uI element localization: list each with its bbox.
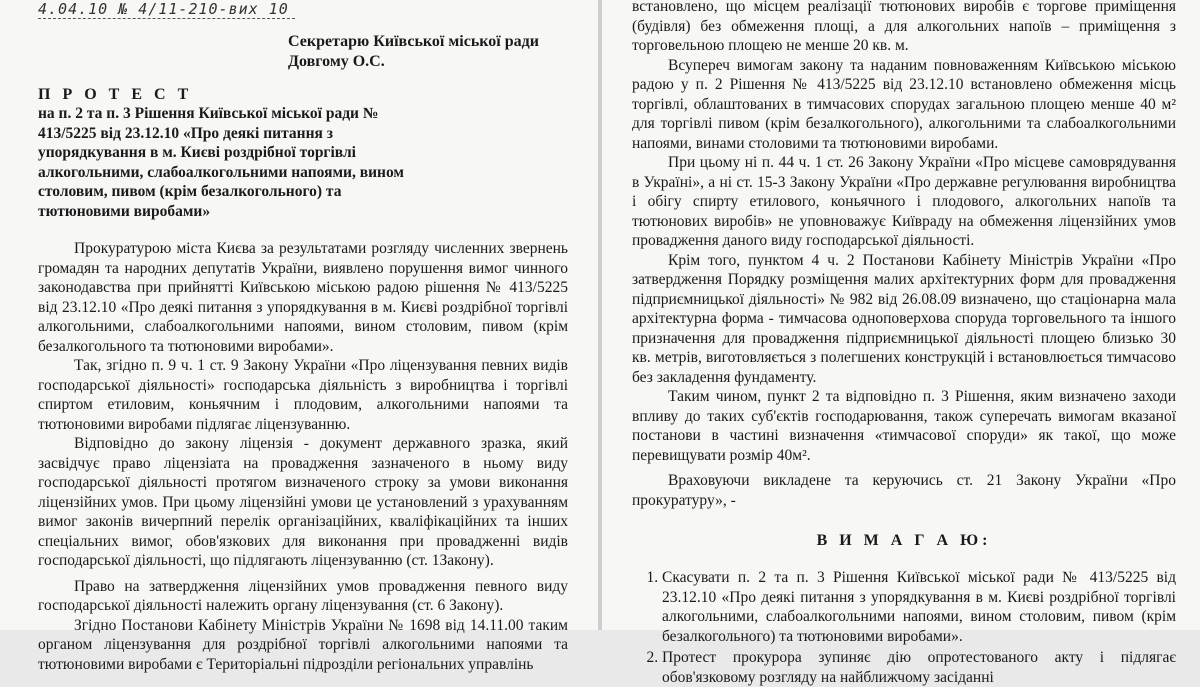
left-page [0, 0, 598, 673]
demands-list [632, 568, 1176, 687]
paragraph: При цьому ні п. 44 ч. 1 ст. 26 Закону України «Про місцеве самоврядування в Україні», а ні ст. 15-3 Закону України «Про державне регулювання виробництва і обігу спирту етилового, коньячного і плодового, алкогольних напоїв та тютюнових виробів» не уповноважує Київраду на обмеження ліцензійних умов провадження даного виду господарської діяльності. [632, 154, 1176, 249]
list-item: 1. Скасувати п. 2 та п. 3 Рішення Київської міської ради № 413/5225 від 23.12.10 «Про деякі питання з упорядкування в м. Києві роздрібної торгівлі алкогольними, слабоалкогольними напоями, вином столовим, пивом (крім безалкогольного) та тютюновими виробами». [662, 568, 1176, 646]
document-title: П Р О Т Е С Т [38, 86, 193, 103]
paragraph: Згідно Постанови Кабінету Міністрів України № 1698 від 14.11.00 таким органом ліцензування для роздрібної торгівлі алкогольними напоями та тютюновими виробами є Територіальні підрозділи регіональних управлінь [38, 616, 568, 673]
paragraph: Прокуратурою міста Києва за результатами розгляду численних звернень громадян та народних депутатів України, виявлено порушення вимог чинного законодавства при прийнятті Київською міською радою рішення № 413/5225 від 23.12.10 «Про деякі питання з упорядкування в м. Києві роздрібної торгівлі алкогольними, слабоалкогольними напоями, вином столовим, пивом (крім безалкогольного та тютюновими виробами». [38, 240, 568, 355]
paragraph: Крім того, пунктом 4 ч. 2 Постанови Кабінету Міністрів України «Про затвердження Порядку розміщення малих архітектурних форм для провадження підприємницької діяльності» № 982 від 26.08.09 визначено, що стаціонарна мала архітектурна форма - тимчасова одноповерхова споруда торговельного та іншого призначення для провадження підприємницької діяльності площею близько 30 кв. метрів, виготовляється з полегшених конструкцій і встановлюється тимчасово без закладення фундаменту. [632, 251, 1176, 386]
right-page [602, 0, 1200, 686]
paragraph: встановлено, що місцем реалізації тютюнових виробів є торгове приміщення (будівля) без обмеження площі, а для алкогольних напоїв – приміщення з торговельною площею не менше 20 кв. м. [632, 0, 1176, 54]
demand-heading: В И М А Г А Ю: [816, 532, 992, 549]
document-header [38, 0, 568, 32]
addressee-title: Секретарю Київської міської ради [288, 33, 539, 50]
addressee-name: Довгому О.С. [288, 53, 385, 70]
protest-subject: на п. 2 та п. 3 Рішення Київської міської ради № 413/5225 від 23.12.10 «Про деякі питання з упорядкування в м. Києві роздрібної торгівлі алкогольними, слабоалкогольними напоями, вином столовим, пивом (крім безалкогольного) та тютюновими виробами» [38, 105, 404, 220]
paragraph: Таким чином, пункт 2 та відповідно п. 3 Рішення, яким визначено заходи впливу до таких суб'єктів господарювання, також суперечать вимогам вказаної постанови в частині визначення «тимчасової споруди» як такої, що може перевищувати розмір 40м². [632, 388, 1176, 464]
paragraph: Відповідно до закону ліцензія - документ державного зразка, який засвідчує право ліцензіата на провадження зазначеного в ньому виду господарської діяльності протягом визначеного строку за умови виконання ліцензійних умов. При цьому ліцензійні умови це установлений з урахуванням вимог законів вичерпний перелік організаційних, кваліфікаційних та інших спеціальних вимог, обов'язкових для виконання при провадженні видів господарської діяльності, що підлягають ліцензуванню (ст. 1Закону). [38, 435, 568, 569]
outgoing-reference: 4.04.10 № 4/11-210-вих 10 [38, 0, 295, 19]
paragraph: Враховуючи викладене та керуючись ст. 21 Закону України «Про прокуратуру», - [632, 472, 1176, 509]
paragraph: Всупереч вимогам закону та наданим повноваженням Київською міською радою у п. 2 Рішення № 413/5225 від 23.12.10 встановлено обмеження місць торгівлі, облаштованих в тимчасових спорудах загальною площею менше 40 м² для торгівлі пивом (крім безалкогольного), алкогольними та слабоалкогольними напоями, винами столовими та тютюновими виробами. [632, 56, 1176, 152]
paragraph: Так, згідно п. 9 ч. 1 ст. 9 Закону України «Про ліцензування певних видів господарської діяльності» господарська діяльність з виробництва і торгівлі спиртом етиловим, коньячним і плодовим, алкогольними напоями та тютюновими виробами підлягає ліцензуванню. [38, 357, 568, 433]
paragraph: Право на затвердження ліцензійних умов провадження певного виду господарської діяльності належить органу ліцензування (ст. 6 Закону). [38, 577, 568, 614]
list-item: 2. Протест прокурора зупиняє дію опротестованого акту і підлягає обов'язковому розгляду на найближчому засіданні [662, 648, 1176, 687]
